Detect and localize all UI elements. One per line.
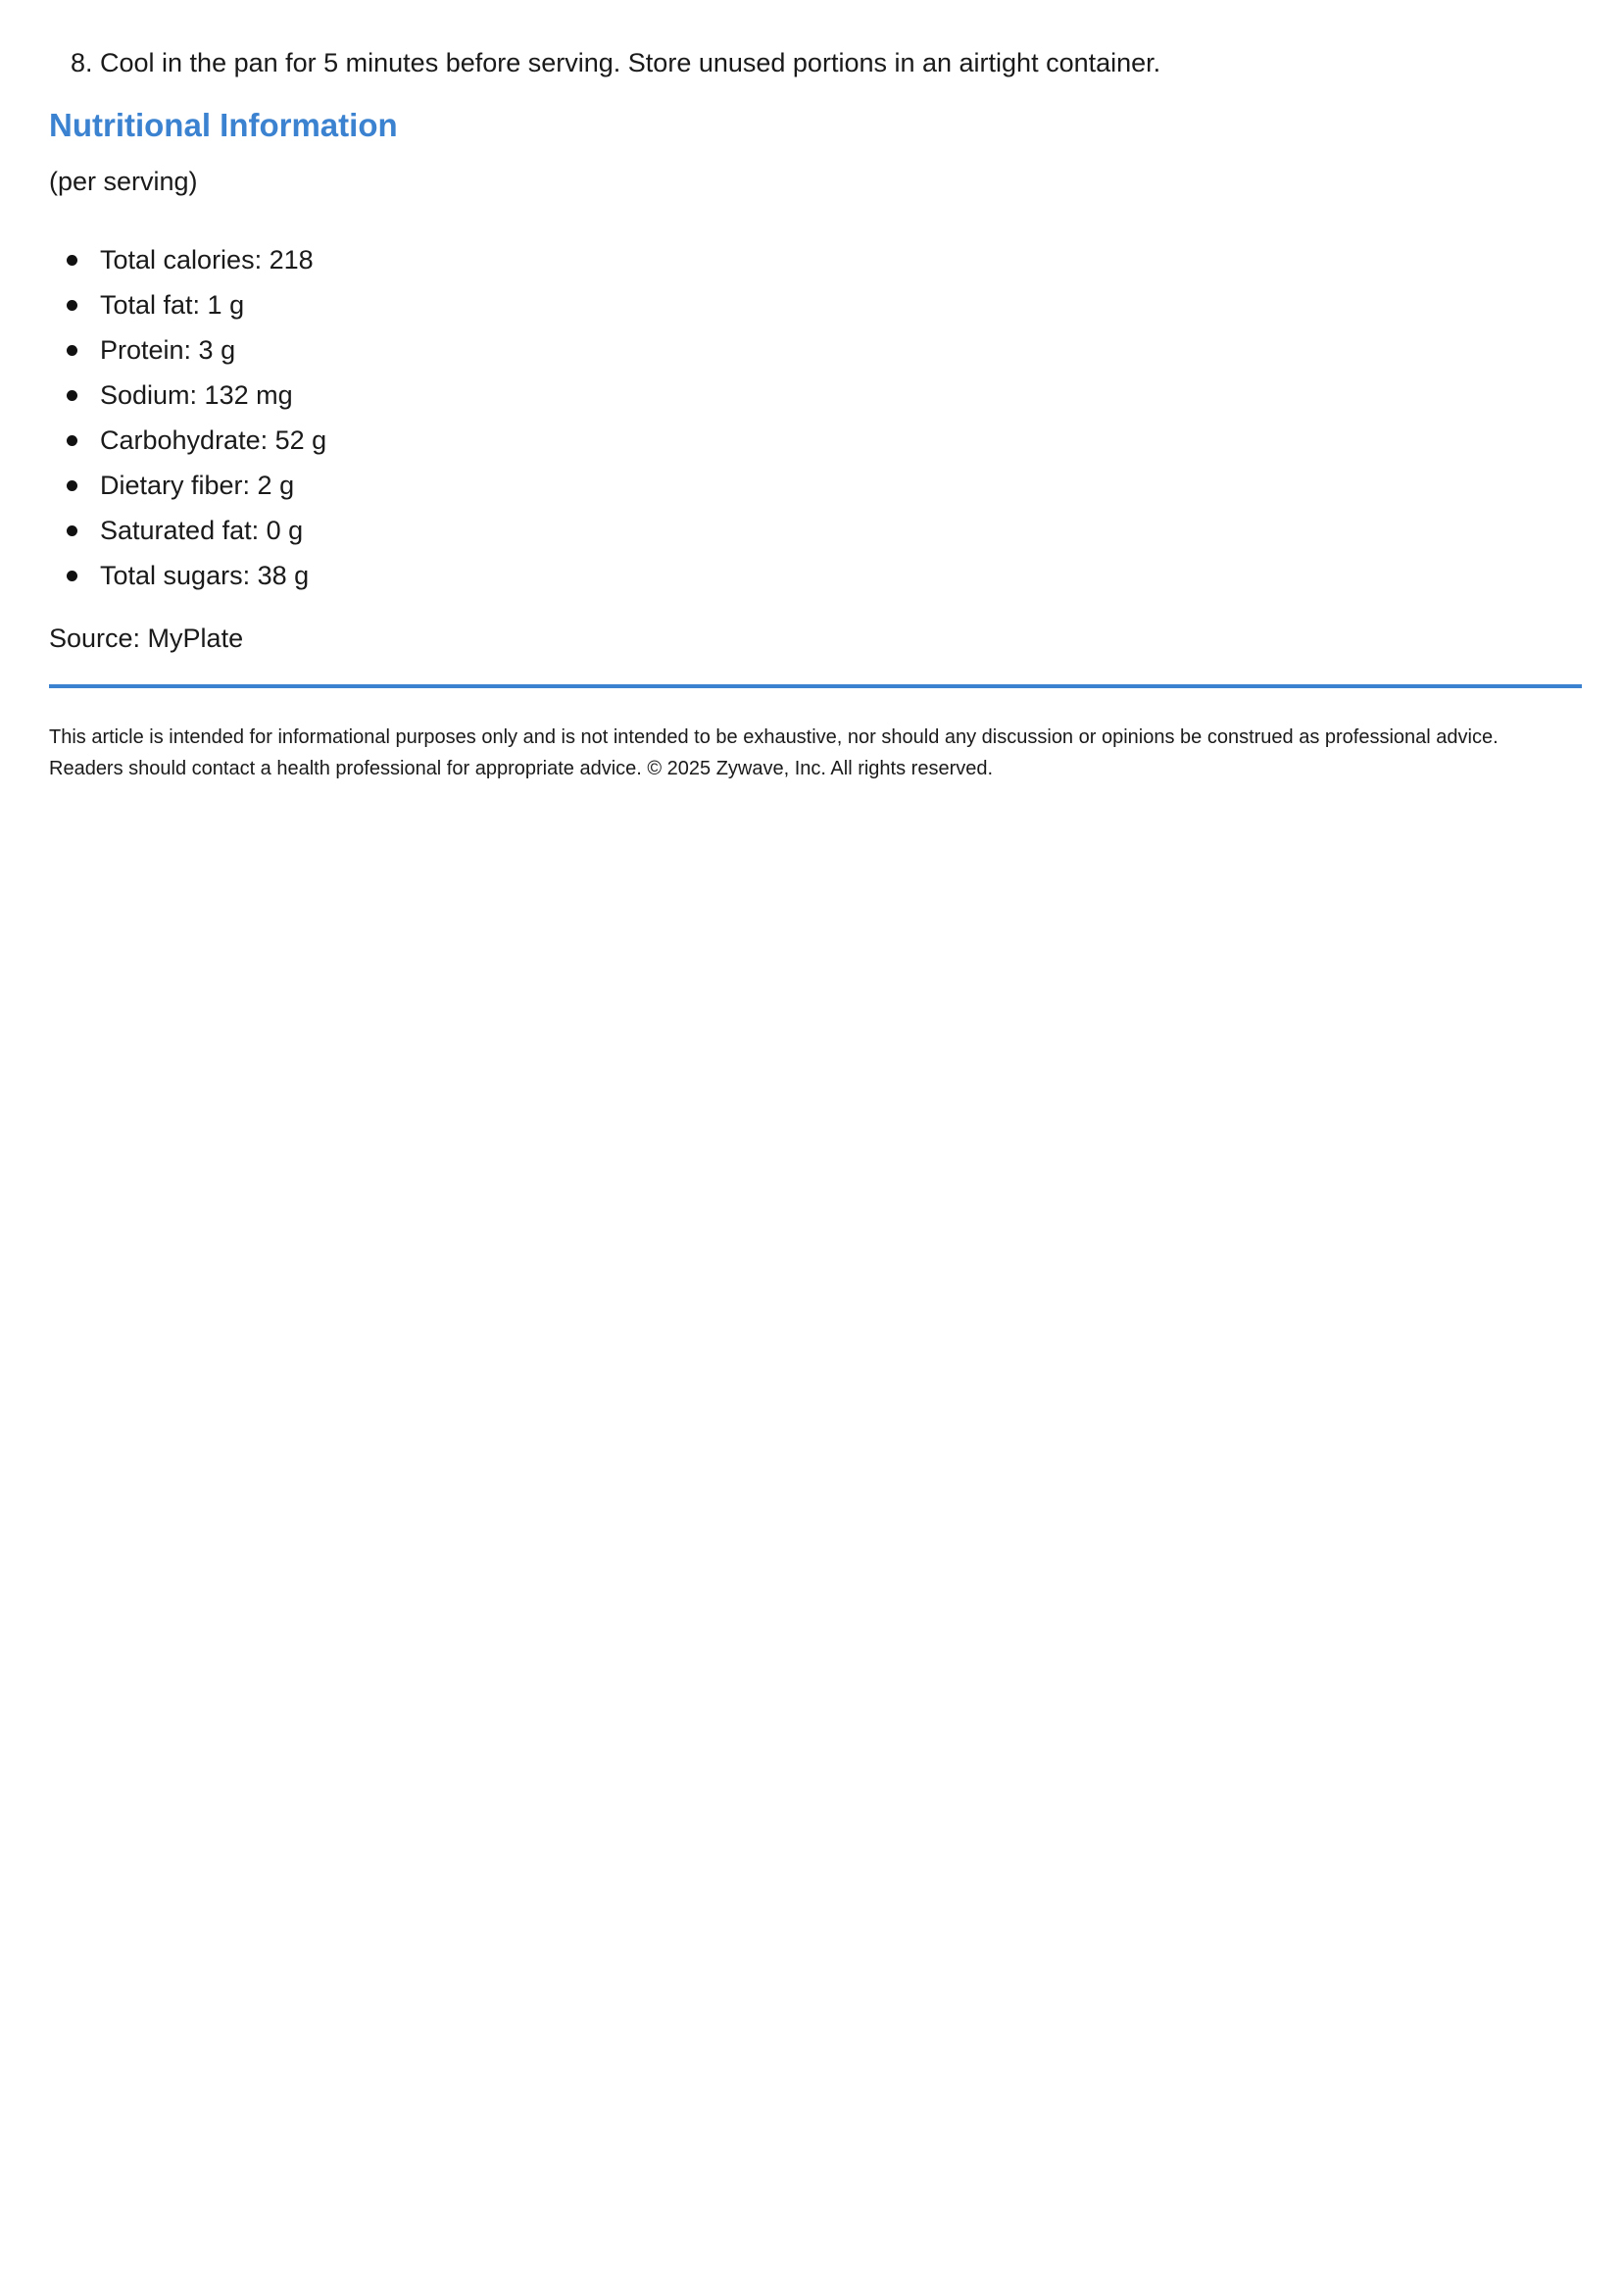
list-item — [67, 373, 326, 418]
bullet-icon — [67, 345, 77, 356]
nutrition-item-text: Total calories: 218 — [100, 244, 314, 275]
source-note: Source: MyPlate — [49, 624, 244, 653]
nutrition-item-text: Total sugars: 38 g — [100, 560, 310, 590]
nutrition-item-text: Carbohydrate: 52 g — [100, 424, 327, 455]
nutrition-item-text: Total fat: 1 g — [100, 289, 245, 320]
per-serving-note: (per serving) — [49, 167, 198, 196]
bullet-icon — [67, 300, 77, 311]
nutrition-item-text: Dietary fiber: 2 g — [100, 470, 295, 500]
bullet-icon — [67, 571, 77, 581]
footer-disclaimer: This article is intended for informational purposes only and is not intended to be exhaustive, nor should any discussion or opinions be construed as professional advice. Readers should contact a health professional for appropriate advice. © 2025 Zywave, Inc. All rights reserved. — [49, 726, 1499, 779]
nutrition-item-text: Sodium: 132 mg — [100, 379, 293, 410]
instruction-step — [71, 43, 1160, 82]
nutrition-heading: Nutritional Information — [49, 107, 398, 143]
bullet-icon — [67, 435, 77, 446]
list-item — [67, 282, 326, 327]
list-item — [67, 237, 326, 282]
list-item — [67, 553, 326, 598]
list-item — [67, 463, 326, 508]
bullet-icon — [67, 525, 77, 536]
footer-divider — [49, 684, 1582, 688]
instruction-steps — [71, 43, 1160, 82]
list-item — [67, 418, 326, 463]
nutrition-list — [67, 237, 326, 598]
step-number: 8. — [71, 48, 93, 77]
nutrition-item-text: Saturated fat: 0 g — [100, 515, 304, 545]
bullet-icon — [67, 390, 77, 401]
bullet-icon — [67, 480, 77, 491]
step-text: Cool in the pan for 5 minutes before serving. Store unused portions in an airtight container. — [100, 48, 1161, 77]
bullet-icon — [67, 255, 77, 266]
nutrition-item-text: Protein: 3 g — [100, 334, 236, 365]
list-item — [67, 327, 326, 373]
list-item — [67, 508, 326, 553]
